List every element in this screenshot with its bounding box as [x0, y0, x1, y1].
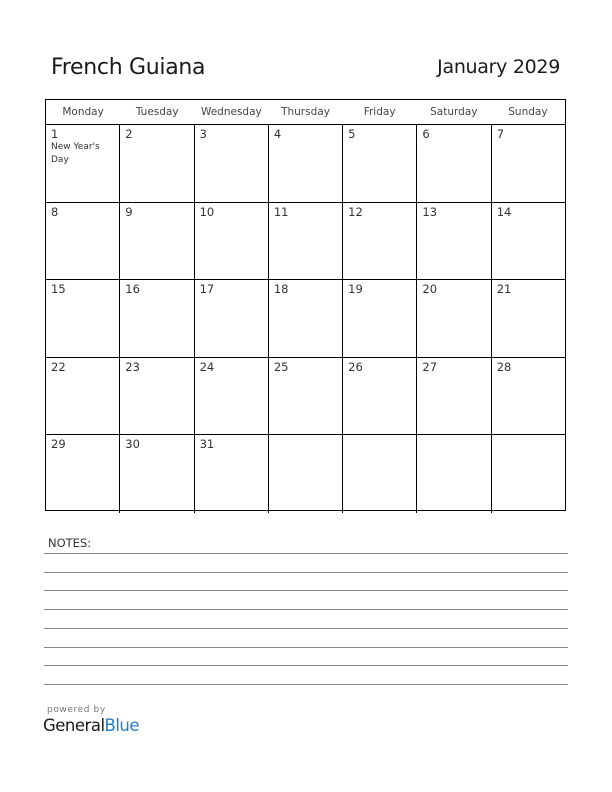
day-number: 20 — [422, 282, 438, 297]
notes-line — [44, 684, 568, 685]
day-cell — [492, 125, 565, 202]
day-cell — [417, 203, 491, 280]
day-cell — [120, 435, 194, 513]
notes-line — [44, 553, 568, 554]
day-number: 10 — [199, 204, 215, 219]
day-cell — [195, 358, 269, 435]
notes-line — [44, 609, 568, 610]
day-cell — [120, 203, 194, 280]
day-number: 16 — [125, 282, 140, 297]
day-number: 21 — [496, 282, 512, 297]
day-cell — [195, 125, 269, 202]
day-number: 6 — [422, 127, 430, 141]
notes-line — [44, 590, 568, 591]
day-number: 11 — [273, 204, 289, 219]
day-number: 22 — [51, 359, 66, 374]
week-row — [46, 280, 565, 358]
notes-line — [44, 572, 568, 573]
weekday-monday: Monday — [62, 106, 104, 118]
day-cell — [492, 358, 565, 435]
day-cell — [343, 125, 417, 202]
day-number: 28 — [496, 359, 512, 374]
calendar-month-year: January 2029 — [437, 56, 560, 78]
day-number: 7 — [496, 127, 505, 141]
day-cell — [46, 280, 120, 357]
weekday-thursday: Thursday — [281, 106, 330, 118]
day-number: 23 — [125, 359, 140, 374]
day-number: 15 — [51, 282, 66, 297]
day-cell — [492, 435, 565, 513]
weekday-friday: Friday — [363, 106, 396, 118]
weekday-tuesday: Tuesday — [135, 106, 179, 118]
day-number: 5 — [348, 127, 356, 141]
day-number: 19 — [348, 282, 363, 297]
day-cell — [120, 280, 194, 357]
day-cell — [120, 125, 194, 202]
week-row — [46, 125, 565, 203]
weekday-wednesday: Wednesday — [200, 106, 262, 118]
holiday-label: New Year's Day — [51, 142, 100, 165]
weekday-header-row — [46, 100, 565, 125]
day-cell — [343, 358, 417, 435]
day-number: 4 — [273, 127, 282, 141]
brand-general: General — [43, 716, 105, 735]
day-number: 25 — [273, 359, 289, 374]
day-cell — [120, 358, 194, 435]
notes-line — [44, 628, 568, 629]
weekday-sunday: Sunday — [508, 106, 548, 118]
day-cell — [46, 358, 120, 435]
day-cell — [269, 203, 343, 280]
day-cell — [343, 280, 417, 357]
day-cell — [46, 203, 120, 280]
powered-by-text: powered by — [47, 705, 106, 715]
day-number: 18 — [273, 282, 289, 297]
day-cell — [195, 203, 269, 280]
day-cell — [343, 203, 417, 280]
calendar-country-title: French Guiana — [51, 55, 206, 80]
day-number: 27 — [422, 359, 438, 374]
generalblue-logo — [43, 716, 139, 735]
notes-label: NOTES: — [48, 536, 92, 550]
notes-line — [44, 647, 568, 648]
day-cell — [492, 280, 565, 357]
day-number: 9 — [125, 204, 133, 219]
day-number: 3 — [199, 127, 207, 141]
day-number: 17 — [199, 282, 215, 297]
day-cell — [417, 358, 491, 435]
day-cell — [269, 280, 343, 357]
day-number: 26 — [348, 359, 363, 374]
day-cell — [343, 435, 417, 513]
week-row — [46, 358, 565, 436]
day-number: 1 — [51, 127, 59, 141]
day-cell — [46, 125, 120, 202]
day-cell — [417, 280, 491, 357]
week-row — [46, 203, 565, 281]
day-number: 13 — [422, 204, 438, 219]
day-cell — [417, 435, 491, 513]
day-cell — [195, 280, 269, 357]
day-cell — [46, 435, 120, 513]
day-cell — [269, 358, 343, 435]
day-cell — [269, 435, 343, 513]
day-number: 24 — [199, 359, 215, 374]
day-cell — [492, 203, 565, 280]
brand-blue: Blue — [104, 716, 140, 735]
day-number: 12 — [348, 204, 363, 219]
day-number: 31 — [199, 437, 215, 452]
day-cell — [195, 435, 269, 513]
calendar-grid — [45, 99, 566, 511]
week-row — [46, 435, 565, 513]
day-number: 30 — [125, 437, 140, 452]
day-number: 14 — [496, 204, 512, 219]
day-number: 29 — [51, 437, 66, 452]
notes-line — [44, 665, 568, 666]
day-number: 2 — [125, 127, 133, 141]
weekday-saturday: Saturday — [430, 106, 478, 118]
day-cell — [269, 125, 343, 202]
day-number: 8 — [51, 204, 59, 219]
day-cell — [417, 125, 491, 202]
